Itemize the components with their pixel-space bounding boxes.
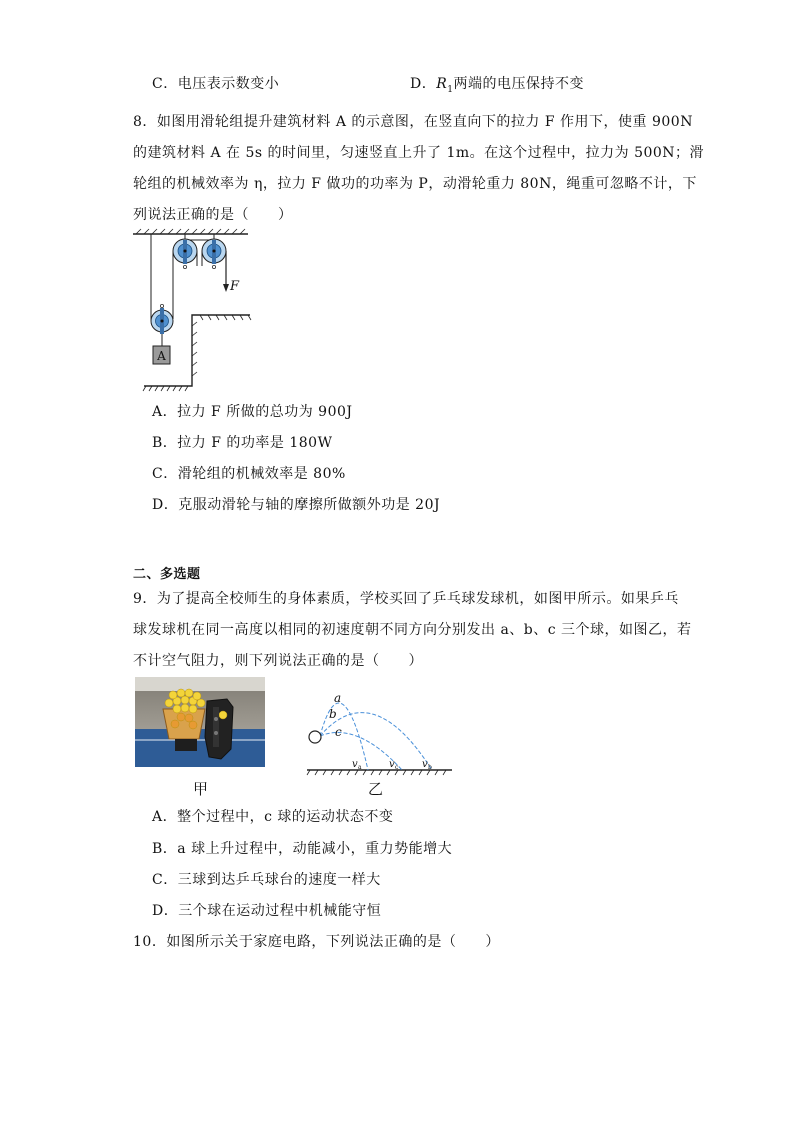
q7-option-d bbox=[410, 73, 584, 95]
trajectory-diagram bbox=[302, 686, 460, 778]
label-va: v bbox=[352, 759, 358, 770]
q8-option-c: C．滑轮组的机械效率是 80% bbox=[152, 466, 346, 482]
label-b: b bbox=[329, 707, 337, 721]
q8-stem-line-3: 轮组的机械效率为 η，拉力 F 做功的功率为 P，动滑轮重力 80N，绳重可忽略不计，下 bbox=[133, 176, 697, 192]
q8-stem-line-2: 的建筑材料 A 在 5s 的时间里，匀速竖直上升了 1m。在这个过程中，拉力为 500N；滑 bbox=[133, 145, 705, 161]
q9-option-b: B．a 球上升过程中，动能减小，重力势能增大 bbox=[152, 841, 453, 857]
q8-option-d: D．克服动滑轮与轴的摩擦所做额外功是 20J bbox=[152, 497, 441, 513]
label-vc: v bbox=[389, 759, 395, 770]
figure-yi-caption: 乙 bbox=[368, 780, 384, 798]
section-title: 二、多选题 bbox=[133, 567, 201, 582]
pulley-diagram bbox=[130, 226, 260, 392]
q7-option-d-sub: 1 bbox=[447, 84, 454, 95]
q8-stem-line-4: 列说法正确的是（ ） bbox=[133, 207, 293, 223]
q9-stem-line-1: 9．为了提高全校师生的身体素质，学校买回了乒乓球发球机，如图甲所示。如果乒乓 bbox=[133, 591, 679, 607]
label-va-sub: a bbox=[358, 764, 362, 771]
q7-option-d-prefix: D． bbox=[410, 76, 437, 92]
ping-pong-machine-photo bbox=[135, 677, 265, 767]
force-label: F bbox=[230, 279, 240, 294]
label-vb: v bbox=[422, 759, 428, 770]
launch-ball bbox=[309, 731, 321, 743]
fixed-pulley-left bbox=[173, 239, 197, 269]
q10-stem-line-1: 10．如图所示关于家庭电路，下列说法正确的是（ ） bbox=[133, 934, 500, 950]
q7-option-d-suffix: 两端的电压保持不变 bbox=[453, 76, 585, 92]
label-a: a bbox=[334, 691, 342, 705]
block-a bbox=[153, 346, 170, 364]
figure-jia-caption: 甲 bbox=[193, 780, 209, 798]
block-label: A bbox=[157, 349, 166, 363]
label-c: c bbox=[335, 725, 342, 739]
q7-option-c: C．电压表示数变小 bbox=[152, 76, 280, 92]
fixed-pulley-right bbox=[202, 239, 226, 269]
trajectory-b bbox=[320, 713, 432, 770]
label-vc-sub: c bbox=[395, 764, 399, 771]
q9-option-c: C．三球到达乒乓球台的速度一样大 bbox=[152, 872, 381, 888]
q9-stem-line-3: 不计空气阻力，则下列说法正确的是（ ） bbox=[133, 653, 423, 669]
q8-stem-line-1: 8．如图用滑轮组提升建筑材料 A 的示意图，在竖直向下的拉力 F 作用下，使重 900N bbox=[133, 114, 693, 130]
q9-option-d: D．三个球在运动过程中机械能守恒 bbox=[152, 903, 382, 919]
movable-pulley bbox=[151, 304, 173, 346]
q9-stem-line-2: 球发球机在同一高度以相同的初速度朝不同方向分别发出 a、b、c 三个球，如图乙，若 bbox=[133, 622, 692, 638]
q8-option-a: A．拉力 F 所做的总功为 900J bbox=[152, 404, 353, 420]
q8-option-b: B．拉力 F 的功率是 180W bbox=[152, 435, 333, 451]
q9-option-a: A．整个过程中，c 球的运动状态不变 bbox=[152, 809, 394, 825]
label-vb-sub: b bbox=[428, 764, 432, 771]
q7-option-d-var: R bbox=[436, 76, 448, 92]
